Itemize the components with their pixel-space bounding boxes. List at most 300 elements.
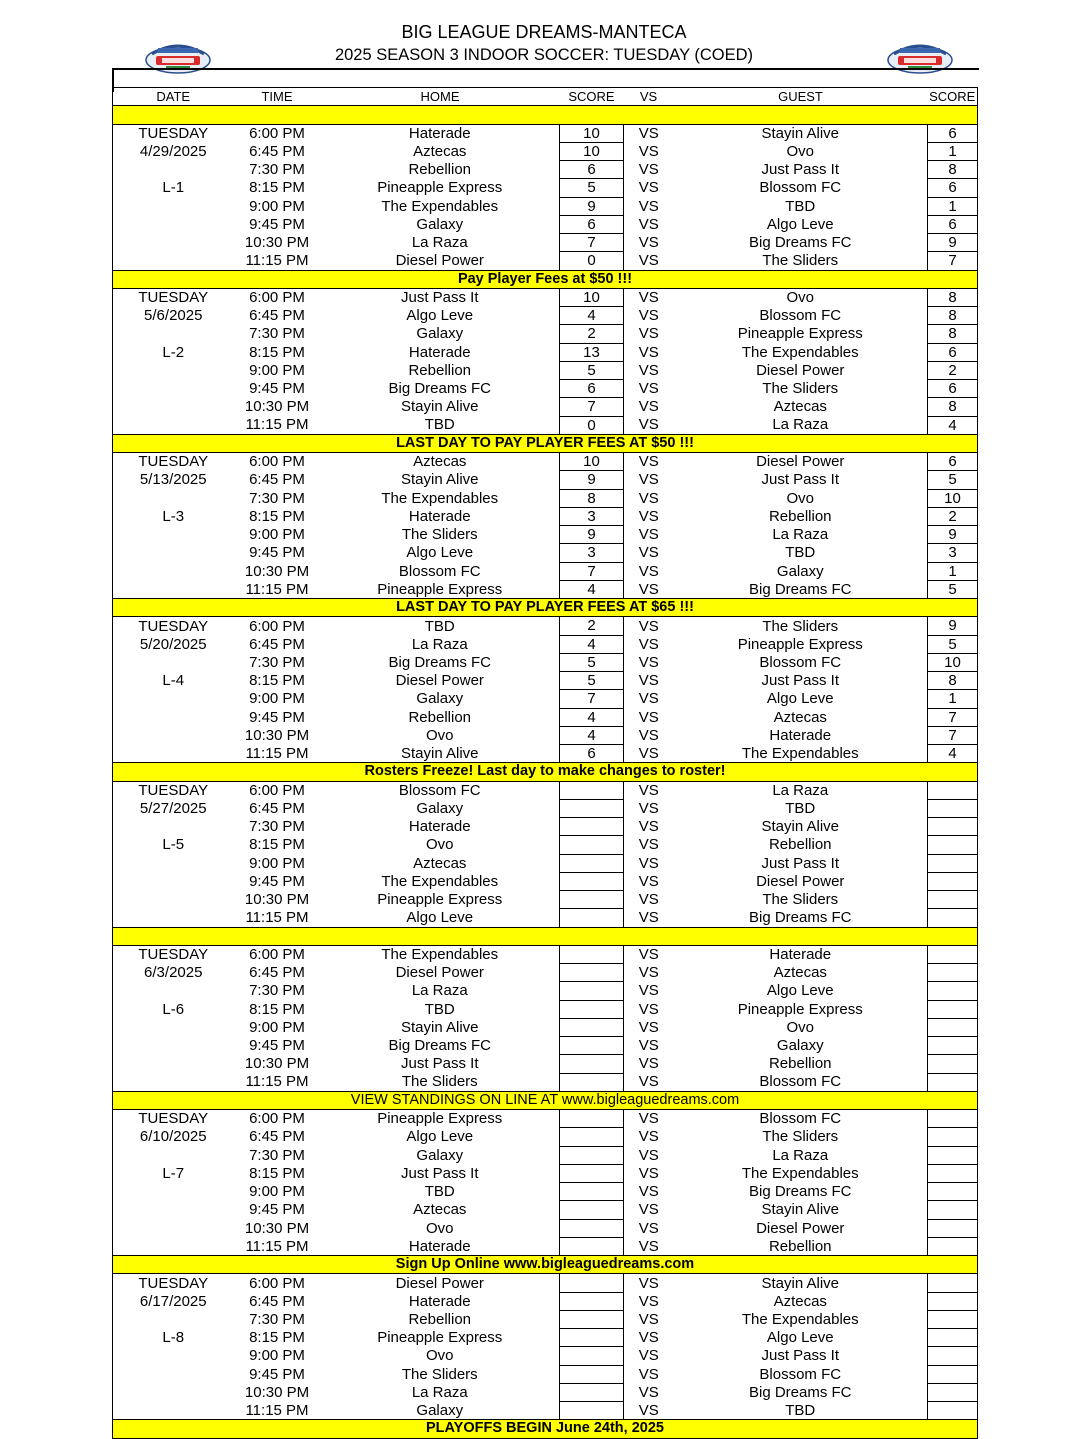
game-time: 7:30 PM bbox=[249, 489, 305, 507]
date-cell bbox=[113, 745, 234, 763]
guest-team: Algo Leve bbox=[766, 215, 834, 233]
date-value: 5/13/2025 bbox=[139, 471, 207, 489]
notice-text: PLAYOFFS BEGIN June 24th, 2025 bbox=[113, 1420, 978, 1438]
game-time: 8:15 PM bbox=[249, 179, 305, 197]
vs-label: VS bbox=[638, 909, 659, 927]
guest-team: Big Dreams FC bbox=[748, 1183, 852, 1201]
week-label: L-7 bbox=[162, 1164, 185, 1182]
game-time: 9:00 PM bbox=[249, 690, 305, 708]
guest-score bbox=[928, 1018, 978, 1036]
home-score: 2 bbox=[560, 325, 624, 343]
game-row bbox=[113, 343, 978, 361]
notice-band bbox=[113, 599, 978, 617]
column-header-row bbox=[113, 88, 978, 106]
date-cell bbox=[113, 1073, 234, 1091]
game-row bbox=[113, 1329, 978, 1347]
vs-label: VS bbox=[638, 1201, 659, 1219]
game-time: 11:15 PM bbox=[245, 416, 309, 434]
guest-score: 1 bbox=[928, 197, 978, 215]
vs-label: VS bbox=[638, 1383, 659, 1401]
vs-label: VS bbox=[638, 1073, 659, 1091]
vs-label: VS bbox=[638, 964, 659, 982]
notice-text: Sign Up Online www.bigleaguedreams.com bbox=[113, 1256, 978, 1274]
date-day: TUESDAY bbox=[138, 289, 209, 307]
col-guest-score: SCORE bbox=[928, 88, 978, 106]
game-time: 9:00 PM bbox=[249, 1347, 305, 1365]
home-team: Pineapple Express bbox=[377, 1110, 503, 1128]
date-cell bbox=[113, 1402, 234, 1420]
date-cell bbox=[113, 215, 234, 233]
game-time: 8:15 PM bbox=[249, 836, 305, 854]
week-label: L-3 bbox=[162, 507, 185, 525]
guest-score: 6 bbox=[928, 215, 978, 233]
guest-team: La Raza bbox=[772, 526, 829, 544]
game-row bbox=[113, 252, 978, 270]
guest-score: 1 bbox=[928, 562, 978, 580]
home-team: Algo Leve bbox=[406, 909, 474, 927]
guest-team: Big Dreams FC bbox=[748, 1383, 852, 1401]
home-team: Aztecas bbox=[413, 453, 467, 471]
home-team: Pineapple Express bbox=[377, 891, 503, 909]
game-time: 10:30 PM bbox=[244, 1383, 310, 1401]
guest-team: Aztecas bbox=[773, 398, 827, 416]
home-score: 2 bbox=[560, 617, 624, 635]
home-score: 7 bbox=[560, 234, 624, 252]
date-cell bbox=[113, 562, 234, 580]
date-value: 4/29/2025 bbox=[139, 142, 207, 160]
game-row bbox=[113, 1128, 978, 1146]
date-cell bbox=[113, 909, 234, 927]
game-time: 8:15 PM bbox=[249, 672, 305, 690]
home-score: 10 bbox=[560, 453, 624, 471]
guest-score bbox=[928, 818, 978, 836]
date-day: TUESDAY bbox=[138, 124, 209, 142]
game-time: 7:30 PM bbox=[249, 653, 305, 671]
spacer-band bbox=[113, 106, 978, 124]
game-time: 10:30 PM bbox=[244, 234, 310, 252]
guest-score bbox=[928, 1073, 978, 1091]
game-time: 8:15 PM bbox=[249, 343, 305, 361]
game-row bbox=[113, 745, 978, 763]
game-time: 6:00 PM bbox=[249, 1110, 305, 1128]
date-cell bbox=[113, 526, 234, 544]
game-time: 6:45 PM bbox=[249, 1128, 305, 1146]
week-label: L-2 bbox=[162, 343, 185, 361]
guest-score bbox=[928, 1383, 978, 1401]
game-row bbox=[113, 507, 978, 525]
guest-team: Ovo bbox=[786, 289, 814, 307]
game-time: 6:45 PM bbox=[249, 635, 305, 653]
home-team: Galaxy bbox=[416, 215, 464, 233]
game-time: 11:15 PM bbox=[245, 1237, 309, 1255]
guest-score: 1 bbox=[928, 142, 978, 160]
date-cell bbox=[113, 1237, 234, 1255]
game-time: 7:30 PM bbox=[249, 161, 305, 179]
guest-score: 9 bbox=[928, 526, 978, 544]
vs-label: VS bbox=[638, 617, 659, 635]
guest-team: The Sliders bbox=[762, 1128, 839, 1146]
date-cell bbox=[113, 361, 234, 379]
home-score bbox=[560, 1292, 624, 1310]
guest-score: 7 bbox=[928, 252, 978, 270]
game-time: 11:15 PM bbox=[245, 744, 309, 762]
guest-team: Algo Leve bbox=[766, 1329, 834, 1347]
guest-team: Rebellion bbox=[768, 836, 832, 854]
guest-team: Rebellion bbox=[768, 1055, 832, 1073]
game-time: 11:15 PM bbox=[245, 909, 309, 927]
guest-score bbox=[928, 1164, 978, 1182]
game-row bbox=[113, 672, 978, 690]
vs-label: VS bbox=[638, 1347, 659, 1365]
vs-label: VS bbox=[638, 307, 659, 325]
date-cell bbox=[113, 854, 234, 872]
vs-label: VS bbox=[638, 161, 659, 179]
date-cell bbox=[113, 726, 234, 744]
game-row bbox=[113, 1146, 978, 1164]
vs-label: VS bbox=[638, 1055, 659, 1073]
vs-label: VS bbox=[638, 1183, 659, 1201]
game-time: 10:30 PM bbox=[244, 891, 310, 909]
game-row bbox=[113, 617, 978, 635]
vs-label: VS bbox=[638, 872, 659, 890]
home-team: Diesel Power bbox=[395, 1274, 484, 1292]
notice-band bbox=[113, 270, 978, 288]
game-time: 7:30 PM bbox=[249, 1310, 305, 1328]
home-team: Galaxy bbox=[416, 799, 464, 817]
home-score bbox=[560, 1365, 624, 1383]
guest-team: The Sliders bbox=[762, 380, 839, 398]
game-time: 9:45 PM bbox=[249, 1037, 305, 1055]
home-team: Rebellion bbox=[408, 161, 472, 179]
game-row bbox=[113, 1037, 978, 1055]
game-time: 11:15 PM bbox=[245, 1073, 309, 1091]
date-cell bbox=[113, 1183, 234, 1201]
home-team: Aztecas bbox=[413, 142, 467, 160]
guest-team: La Raza bbox=[772, 781, 829, 799]
game-row bbox=[113, 891, 978, 909]
vs-label: VS bbox=[638, 398, 659, 416]
week-label: L-4 bbox=[162, 672, 185, 690]
home-team: The Expendables bbox=[381, 946, 499, 964]
guest-score bbox=[928, 1292, 978, 1310]
vs-label: VS bbox=[638, 1365, 659, 1383]
game-time: 9:00 PM bbox=[249, 1018, 305, 1036]
game-row bbox=[113, 471, 978, 489]
game-row bbox=[113, 1055, 978, 1073]
home-team: Rebellion bbox=[408, 708, 472, 726]
guest-score: 8 bbox=[928, 398, 978, 416]
guest-team: The Expendables bbox=[741, 744, 859, 762]
notice-band bbox=[113, 927, 978, 945]
vs-label: VS bbox=[638, 416, 659, 434]
col-home-score: SCORE bbox=[560, 88, 624, 106]
home-team: Aztecas bbox=[413, 854, 467, 872]
week-label: L-5 bbox=[162, 836, 185, 854]
vs-label: VS bbox=[638, 380, 659, 398]
vs-label: VS bbox=[638, 672, 659, 690]
home-team: La Raza bbox=[411, 635, 468, 653]
home-team: Galaxy bbox=[416, 1401, 464, 1419]
week-label: L-1 bbox=[162, 179, 185, 197]
game-time: 9:00 PM bbox=[249, 526, 305, 544]
home-team: Galaxy bbox=[416, 1146, 464, 1164]
game-row bbox=[113, 708, 978, 726]
guest-score bbox=[928, 1183, 978, 1201]
vs-label: VS bbox=[638, 1292, 659, 1310]
date-cell bbox=[113, 690, 234, 708]
date-value: 6/3/2025 bbox=[144, 964, 203, 982]
page-subtitle: 2025 SEASON 3 INDOOR SOCCER: TUESDAY (COED) bbox=[334, 46, 754, 64]
col-vs: VS bbox=[624, 88, 674, 106]
game-row bbox=[113, 398, 978, 416]
game-time: 9:45 PM bbox=[249, 872, 305, 890]
game-time: 8:15 PM bbox=[249, 1329, 305, 1347]
notice-band bbox=[113, 434, 978, 452]
game-row bbox=[113, 325, 978, 343]
date-value: 5/6/2025 bbox=[144, 307, 203, 325]
home-score bbox=[560, 1000, 624, 1018]
game-row bbox=[113, 653, 978, 671]
home-score: 7 bbox=[560, 562, 624, 580]
date-cell bbox=[113, 872, 234, 890]
game-row bbox=[113, 380, 978, 398]
game-row bbox=[113, 1347, 978, 1365]
game-row bbox=[113, 909, 978, 927]
guest-team: Blossom FC bbox=[759, 1365, 842, 1383]
home-team: TBD bbox=[424, 617, 455, 635]
vs-label: VS bbox=[638, 325, 659, 343]
game-row bbox=[113, 562, 978, 580]
game-time: 8:15 PM bbox=[249, 507, 305, 525]
home-team: Blossom FC bbox=[398, 562, 481, 580]
home-score: 9 bbox=[560, 197, 624, 215]
home-score: 4 bbox=[560, 307, 624, 325]
guest-score bbox=[928, 799, 978, 817]
game-row bbox=[113, 124, 978, 142]
guest-score: 5 bbox=[928, 580, 978, 598]
game-time: 10:30 PM bbox=[244, 726, 310, 744]
guest-score: 6 bbox=[928, 179, 978, 197]
game-row bbox=[113, 1183, 978, 1201]
game-time: 6:00 PM bbox=[249, 1274, 305, 1292]
home-score bbox=[560, 1402, 624, 1420]
home-score bbox=[560, 982, 624, 1000]
guest-score bbox=[928, 982, 978, 1000]
game-time: 6:45 PM bbox=[249, 471, 305, 489]
vs-label: VS bbox=[638, 1164, 659, 1182]
guest-team: TBD bbox=[785, 1401, 816, 1419]
date-cell bbox=[113, 818, 234, 836]
game-row bbox=[113, 580, 978, 598]
guest-team: Stayin Alive bbox=[761, 818, 840, 836]
notice-band bbox=[113, 1091, 978, 1109]
game-row bbox=[113, 142, 978, 160]
home-score bbox=[560, 1073, 624, 1091]
home-team: Rebellion bbox=[408, 361, 472, 379]
game-time: 6:00 PM bbox=[249, 124, 305, 142]
game-time: 11:15 PM bbox=[245, 580, 309, 598]
guest-score bbox=[928, 1110, 978, 1128]
guest-team: Stayin Alive bbox=[761, 1201, 840, 1219]
game-time: 6:00 PM bbox=[249, 781, 305, 799]
game-row bbox=[113, 854, 978, 872]
guest-team: Galaxy bbox=[776, 1037, 824, 1055]
notice-text: LAST DAY TO PAY PLAYER FEES AT $50 !!! bbox=[113, 434, 978, 452]
home-team: Haterade bbox=[408, 124, 471, 142]
home-team: The Sliders bbox=[401, 1365, 478, 1383]
home-team: Stayin Alive bbox=[400, 1018, 479, 1036]
game-row bbox=[113, 1164, 978, 1182]
game-time: 6:45 PM bbox=[249, 142, 305, 160]
home-score: 5 bbox=[560, 361, 624, 379]
guest-score bbox=[928, 909, 978, 927]
date-cell bbox=[113, 1146, 234, 1164]
home-score bbox=[560, 781, 624, 799]
game-row bbox=[113, 1237, 978, 1255]
home-team: TBD bbox=[424, 1000, 455, 1018]
home-team: Aztecas bbox=[413, 1201, 467, 1219]
guest-score: 7 bbox=[928, 708, 978, 726]
date-day: TUESDAY bbox=[138, 617, 209, 635]
guest-team: Rebellion bbox=[768, 507, 832, 525]
home-score: 10 bbox=[560, 288, 624, 306]
home-score bbox=[560, 909, 624, 927]
home-team: Algo Leve bbox=[406, 544, 474, 562]
guest-team: Just Pass It bbox=[761, 854, 840, 872]
guest-score bbox=[928, 945, 978, 963]
vs-label: VS bbox=[638, 744, 659, 762]
date-day: TUESDAY bbox=[138, 1110, 209, 1128]
guest-team: Blossom FC bbox=[759, 1110, 842, 1128]
guest-team: Ovo bbox=[786, 1018, 814, 1036]
guest-team: Blossom FC bbox=[759, 653, 842, 671]
date-cell bbox=[113, 489, 234, 507]
date-cell bbox=[113, 197, 234, 215]
home-score: 6 bbox=[560, 380, 624, 398]
home-score bbox=[560, 854, 624, 872]
guest-team: The Sliders bbox=[762, 617, 839, 635]
date-cell bbox=[113, 1383, 234, 1401]
home-team: Stayin Alive bbox=[400, 398, 479, 416]
home-score bbox=[560, 818, 624, 836]
guest-team: Diesel Power bbox=[756, 1219, 845, 1237]
game-row bbox=[113, 982, 978, 1000]
date-cell bbox=[113, 982, 234, 1000]
date-cell bbox=[113, 252, 234, 270]
home-score: 9 bbox=[560, 471, 624, 489]
date-cell bbox=[113, 234, 234, 252]
guest-team: The Expendables bbox=[741, 1310, 859, 1328]
date-cell bbox=[113, 380, 234, 398]
guest-team: Big Dreams FC bbox=[748, 909, 852, 927]
home-team: La Raza bbox=[411, 234, 468, 252]
vs-label: VS bbox=[638, 142, 659, 160]
guest-team: Diesel Power bbox=[756, 872, 845, 890]
vs-label: VS bbox=[638, 252, 659, 270]
game-row bbox=[113, 526, 978, 544]
game-time: 6:45 PM bbox=[249, 1292, 305, 1310]
game-row bbox=[113, 1292, 978, 1310]
vs-label: VS bbox=[638, 215, 659, 233]
game-time: 10:30 PM bbox=[244, 1219, 310, 1237]
game-row bbox=[113, 945, 978, 963]
date-cell bbox=[113, 1219, 234, 1237]
guest-team: Just Pass It bbox=[761, 161, 840, 179]
guest-score bbox=[928, 781, 978, 799]
game-row bbox=[113, 361, 978, 379]
guest-team: The Sliders bbox=[762, 891, 839, 909]
guest-team: Blossom FC bbox=[759, 179, 842, 197]
game-time: 10:30 PM bbox=[244, 398, 310, 416]
date-cell bbox=[113, 1037, 234, 1055]
home-score: 6 bbox=[560, 745, 624, 763]
game-time: 7:30 PM bbox=[249, 982, 305, 1000]
guest-score bbox=[928, 1402, 978, 1420]
home-score: 4 bbox=[560, 708, 624, 726]
home-score: 6 bbox=[560, 161, 624, 179]
home-team: Algo Leve bbox=[406, 1128, 474, 1146]
vs-label: VS bbox=[638, 179, 659, 197]
guest-team: The Expendables bbox=[741, 1164, 859, 1182]
home-score bbox=[560, 1383, 624, 1401]
game-row bbox=[113, 1219, 978, 1237]
home-score: 4 bbox=[560, 635, 624, 653]
vs-label: VS bbox=[638, 1274, 659, 1292]
game-row bbox=[113, 836, 978, 854]
home-score bbox=[560, 1146, 624, 1164]
home-team: La Raza bbox=[411, 1383, 468, 1401]
date-cell bbox=[113, 653, 234, 671]
home-score bbox=[560, 1329, 624, 1347]
vs-label: VS bbox=[638, 726, 659, 744]
guest-score: 5 bbox=[928, 471, 978, 489]
game-row bbox=[113, 1110, 978, 1128]
date-cell bbox=[113, 1201, 234, 1219]
notice-text: LAST DAY TO PAY PLAYER FEES AT $65 !!! bbox=[113, 599, 978, 617]
week-label: L-8 bbox=[162, 1329, 185, 1347]
guest-score bbox=[928, 964, 978, 982]
page-title: BIG LEAGUE DREAMS-MANTECA bbox=[401, 22, 687, 42]
home-score bbox=[560, 1237, 624, 1255]
vs-label: VS bbox=[638, 1146, 659, 1164]
guest-team: Diesel Power bbox=[756, 453, 845, 471]
home-score bbox=[560, 1055, 624, 1073]
game-row bbox=[113, 215, 978, 233]
vs-label: VS bbox=[638, 690, 659, 708]
home-score: 10 bbox=[560, 124, 624, 142]
notice-text: VIEW STANDINGS ON LINE AT www.bigleaguedreams.com bbox=[113, 1091, 978, 1109]
home-score: 0 bbox=[560, 252, 624, 270]
game-time: 9:00 PM bbox=[249, 361, 305, 379]
home-score bbox=[560, 872, 624, 890]
date-cell bbox=[113, 544, 234, 562]
game-row bbox=[113, 161, 978, 179]
guest-team: Big Dreams FC bbox=[748, 234, 852, 252]
guest-score bbox=[928, 854, 978, 872]
game-row bbox=[113, 1073, 978, 1091]
home-team: Haterade bbox=[408, 818, 471, 836]
guest-team: Algo Leve bbox=[766, 690, 834, 708]
home-team: Haterade bbox=[408, 1292, 471, 1310]
date-cell bbox=[113, 1347, 234, 1365]
guest-score bbox=[928, 1146, 978, 1164]
guest-score bbox=[928, 1201, 978, 1219]
vs-label: VS bbox=[638, 580, 659, 598]
game-time: 6:45 PM bbox=[249, 964, 305, 982]
guest-team: Pineapple Express bbox=[737, 1000, 863, 1018]
home-score: 0 bbox=[560, 416, 624, 434]
home-team: The Sliders bbox=[401, 1073, 478, 1091]
